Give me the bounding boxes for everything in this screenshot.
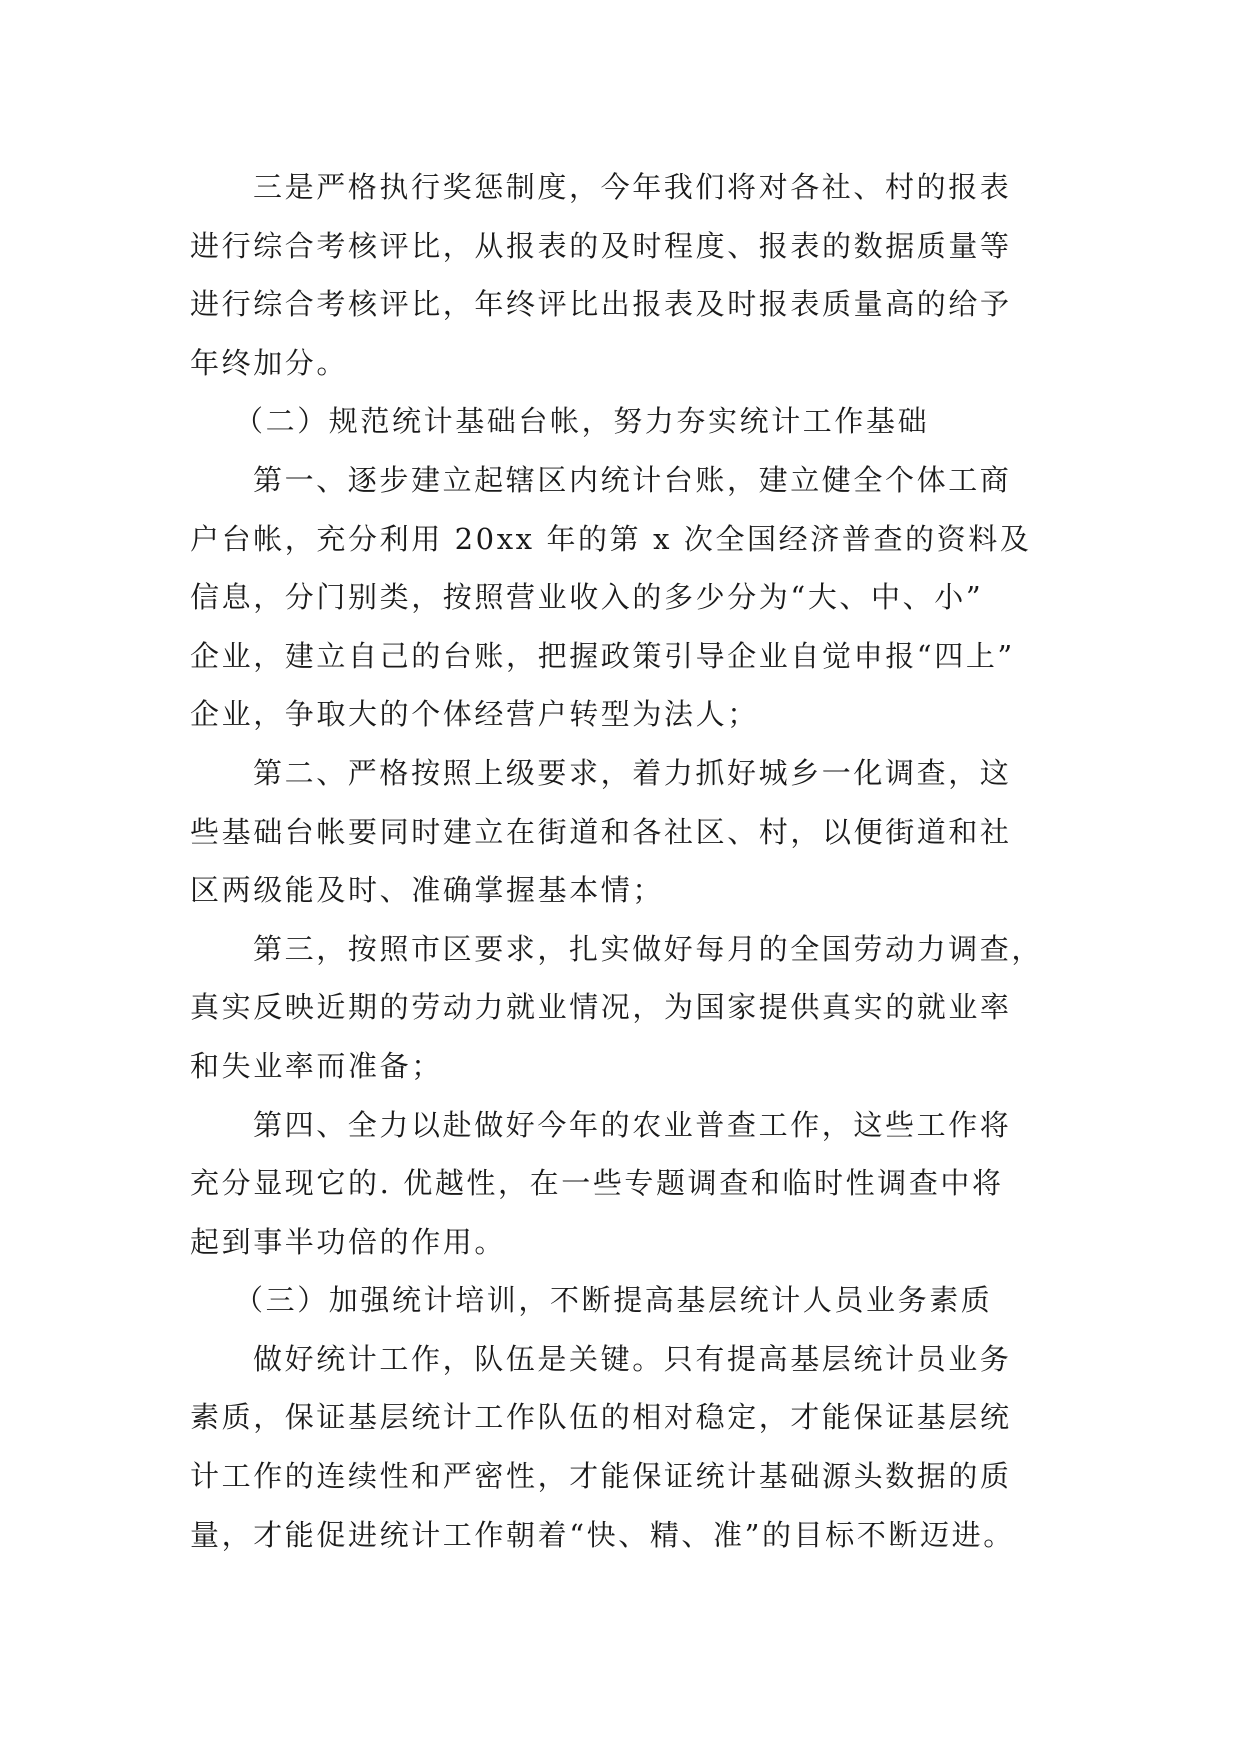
text-line: 信息，分门别类，按照营业收入的多少分为“大、中、小” bbox=[190, 580, 984, 615]
paragraph-team bbox=[190, 1330, 1052, 1564]
paragraph-first bbox=[190, 451, 1052, 744]
text-line: 真实反映近期的劳动力就业情况，为国家提供真实的就业率 bbox=[190, 990, 1012, 1025]
text-line: 素质，保证基层统计工作队伍的相对稳定，才能保证基层统 bbox=[190, 1400, 1012, 1435]
text-line: 企业，建立自己的台账，把握政策引导企业自觉申报“四上” bbox=[190, 638, 1015, 673]
text-line: 计工作的连续性和严密性，才能保证统计基础源头数据的质 bbox=[190, 1459, 1012, 1494]
paragraph-reward-punishment bbox=[190, 158, 1052, 392]
text-line: 三是严格执行奖惩制度，今年我们将对各社、村的报表 bbox=[253, 170, 1012, 204]
text-line: 进行综合考核评比，年终评比出报表及时报表质量高的给予 bbox=[190, 287, 1012, 322]
text-line: 做好统计工作，队伍是关键。只有提高基层统计员业务 bbox=[253, 1341, 1012, 1376]
text-line: 和失业率而准备； bbox=[190, 1048, 443, 1083]
section-heading-2: （二）规范统计基础台帐，努力夯实统计工作基础 bbox=[234, 404, 930, 439]
text-line: 区两级能及时、准确掌握基本情； bbox=[190, 873, 665, 908]
document-body bbox=[190, 158, 1052, 1564]
paragraph-fourth bbox=[190, 1096, 1052, 1272]
paragraph-second bbox=[190, 744, 1052, 920]
text-line: 户台帐，充分利用 20xx 年的第 x 次全国经济普查的资料及 bbox=[190, 521, 1032, 556]
text-line: 充分显现它的. 优越性，在一些专题调查和临时性调查中将 bbox=[190, 1166, 1004, 1201]
text-line: 量，才能促进统计工作朝着“快、精、准”的目标不断迈进。 bbox=[190, 1517, 1015, 1552]
text-line: 起到事半功倍的作用。 bbox=[190, 1224, 507, 1259]
text-line: 第一、逐步建立起辖区内统计台账，建立健全个体工商 bbox=[253, 462, 1012, 497]
text-line: 第四、全力以赴做好今年的农业普查工作，这些工作将 bbox=[253, 1107, 1012, 1142]
text-line: 年终加分。 bbox=[190, 345, 349, 380]
paragraph-third bbox=[190, 920, 1052, 1096]
text-line: 第二、严格按照上级要求，着力抓好城乡一化调查，这 bbox=[253, 755, 1012, 790]
text-line: 进行综合考核评比，从报表的及时程度、报表的数据质量等 bbox=[190, 228, 1012, 263]
section-heading-3: （三）加强统计培训，不断提高基层统计人员业务素质 bbox=[234, 1283, 993, 1318]
text-line: 些基础台帐要同时建立在街道和各社区、村，以便街道和社 bbox=[190, 814, 1012, 849]
text-line: 企业，争取大的个体经营户转型为法人； bbox=[190, 697, 759, 732]
text-line: 第三，按照市区要求，扎实做好每月的全国劳动力调查， bbox=[253, 931, 1044, 966]
